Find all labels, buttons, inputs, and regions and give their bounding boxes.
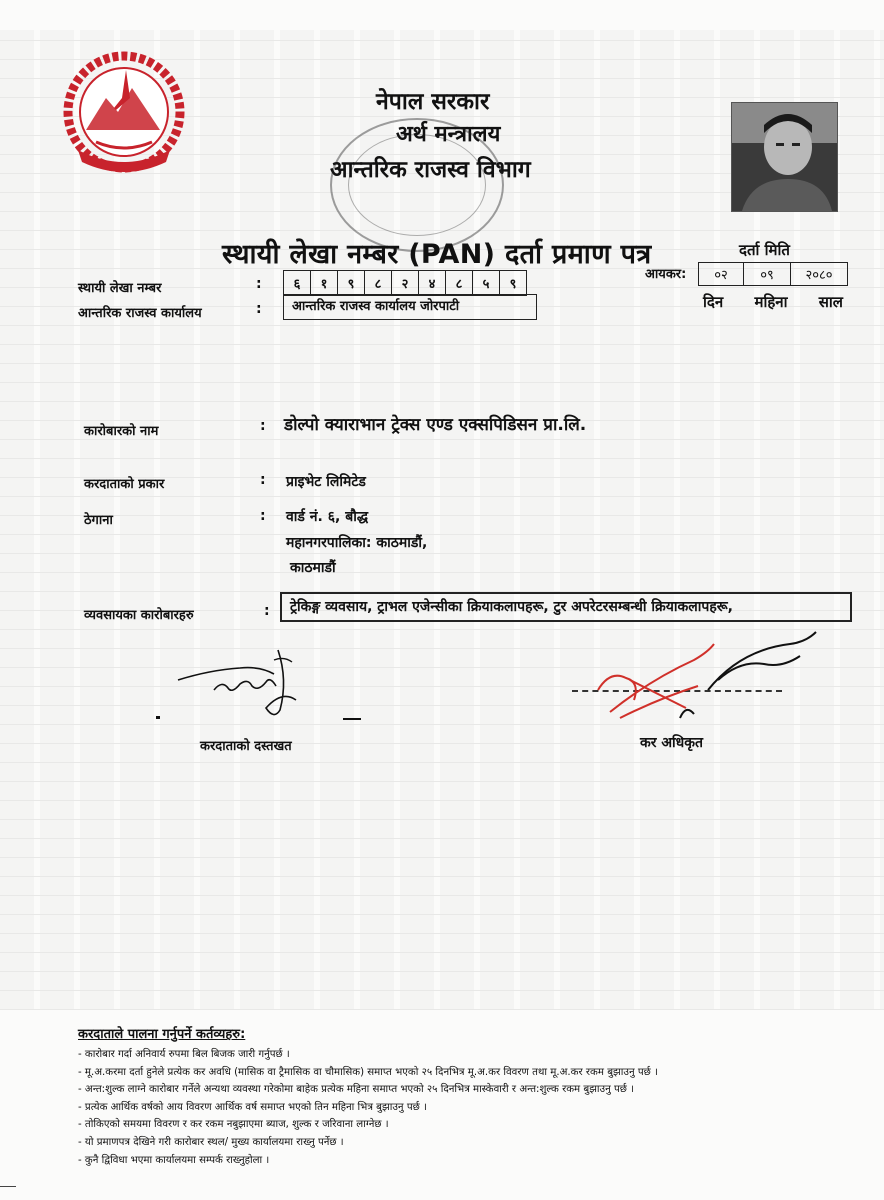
pan-number-box: [283, 270, 527, 296]
officer-signature: [590, 620, 830, 730]
day-label: दिन: [703, 293, 724, 311]
income-tax-prefix: आयकर:: [645, 267, 687, 282]
date-year: २०८०: [805, 268, 833, 283]
duties-title: करदाताले पालना गर्नुपर्ने कर्तव्यहरु:: [78, 1027, 246, 1042]
office-value: आन्तरिक राजस्व कार्यालय जोरपाटी: [283, 294, 537, 320]
pan-label: स्थायी लेखा नम्बर: [78, 281, 162, 296]
duty-item: - अन्त:शुल्क लाग्ने कारोबार गर्नेले अन्यथा व्यवस्था गरेकोमा बाहेक प्रत्येक महिना समाप्त भएको २५ दिनभित्र मास्केवारी र अन्त:शुल्क रकम बुझाउनु पर्छ ।: [78, 1084, 635, 1096]
address-label: ठेगाना: [84, 513, 113, 528]
duty-item: - यो प्रमाणपत्र देखिने गरी कारोबार स्थल/ मुख्य कार्यालयमा राख्नु पर्नेछ ।: [78, 1136, 344, 1148]
taxpayer-signature-label: करदाताको दस्तखत: [200, 739, 292, 754]
signature-dash: [343, 718, 361, 720]
taxpayer-signature: [170, 640, 370, 730]
pan-digit: ५: [473, 271, 500, 295]
activities-value: ट्रेकिङ्ग व्यवसाय, ट्राभल एजेन्सीका क्रियाकलापहरू, टुर अपरेटरसम्बन्धी क्रियाकलापहरू,: [280, 592, 852, 622]
activities-colon: :: [264, 603, 270, 619]
pan-digit: ४: [419, 271, 446, 295]
year-label: साल: [818, 293, 843, 311]
office-label: आन्तरिक राजस्व कार्यालय: [78, 306, 202, 321]
duty-item: - मू.अ.करमा दर्ता हुनेले प्रत्येक कर अवधि (मासिक वा ट्रैमासिक वा चौमासिक) समाप्त भएको २५ दिनभित्र मू.अ.कर विवरण तथा मू.अ.कर रकम बुझाउनु पर्छ ।: [78, 1066, 658, 1078]
duty-item: - तोकिएको समयमा विवरण र कर रकम नबुझाएमा ब्याज, शुल्क र जरिवाना लाग्नेछ ।: [78, 1119, 389, 1131]
signature-dot: [156, 716, 160, 719]
pan-digit: २: [392, 271, 419, 295]
duties-list: [78, 1046, 838, 1169]
taxpayer-type-value: प्राइभेट लिमिटेड: [286, 474, 366, 490]
pan-digit: १: [311, 271, 338, 295]
date-month: ०९: [744, 263, 791, 285]
address-line-3: काठमाडौं: [290, 560, 336, 576]
address-colon: :: [260, 508, 266, 524]
registration-date-label: दर्ता मिति: [739, 241, 790, 259]
ministry-heading: अर्थ मन्त्रालय: [396, 122, 501, 147]
pan-digit: ९: [509, 277, 517, 292]
taxpayer-photo: [731, 102, 838, 212]
edge-mark: [0, 1186, 16, 1187]
business-name-value: डोल्पो क्याराभान ट्रेक्स एण्ड एक्सपिडिसन प्रा.लि.: [284, 415, 587, 435]
pan-colon: :: [256, 276, 262, 292]
department-heading: आन्तरिक राजस्व विभाग: [330, 157, 531, 183]
address-line-2: महानगरपालिका: काठमाडौं,: [286, 535, 428, 551]
office-stamp: [330, 118, 504, 252]
nepal-emblem-icon: [56, 50, 192, 178]
pan-digit: ८: [446, 271, 473, 295]
office-colon: :: [256, 301, 262, 317]
date-part-labels: [703, 292, 843, 312]
month-label: महिना: [754, 293, 788, 311]
pan-digit: ९: [338, 271, 365, 295]
government-heading: नेपाल सरकार: [376, 89, 490, 115]
address-line-1: वार्ड नं. ६, बौद्ध: [286, 509, 369, 525]
officer-signature-label: कर अधिकृत: [640, 735, 704, 751]
duty-item: - प्रत्येक आर्थिक वर्षको आय विवरण आर्थिक वर्ष समाप्त भएको तिन महिना भित्र बुझाउनु पर्छ ।: [78, 1101, 427, 1113]
taxpayer-type-colon: :: [260, 472, 266, 488]
certificate-title: स्थायी लेखा नम्बर (PAN) दर्ता प्रमाण पत्र: [222, 239, 652, 270]
pan-digit: ६: [284, 271, 311, 295]
registration-date-box: [698, 262, 848, 286]
pan-digit: ८: [365, 271, 392, 295]
duty-item: - कुनै द्विविधा भएमा कार्यालयमा सम्पर्क राख्नुहोला ।: [78, 1154, 270, 1166]
date-day: ०२: [699, 263, 744, 285]
business-name-colon: :: [260, 418, 266, 434]
activities-label: व्यवसायका कारोबारहरु: [84, 608, 194, 623]
taxpayer-type-label: करदाताको प्रकार: [84, 477, 165, 492]
duty-item: - कारोबार गर्दा अनिवार्य रुपमा बिल बिजक जारी गर्नुपर्छ ।: [78, 1049, 290, 1060]
business-name-label: कारोबारको नाम: [84, 424, 159, 439]
